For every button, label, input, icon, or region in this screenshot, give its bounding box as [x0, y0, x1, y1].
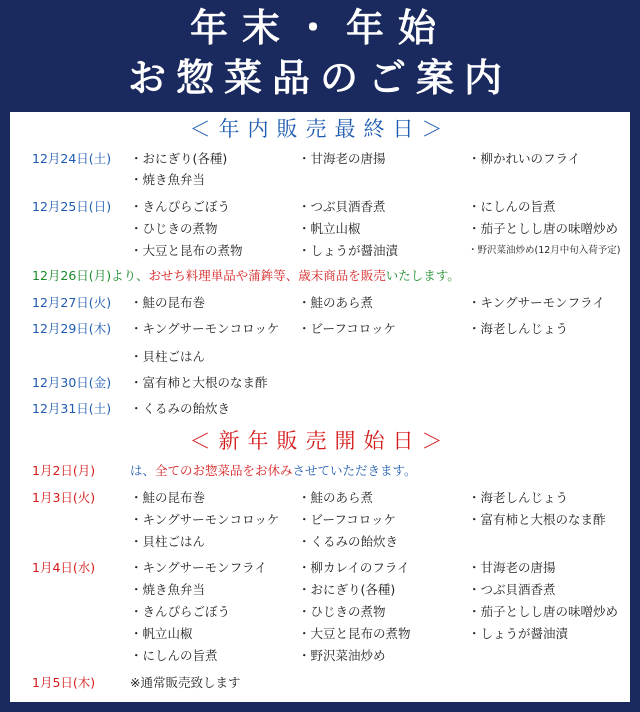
menu-item: ・にしんの旨煮 — [468, 199, 556, 214]
new-year-section-title: ＜新年販売開始日＞ — [189, 429, 451, 453]
date-label: 1月2日(月) — [32, 463, 96, 478]
menu-item: ・帆立山椒 — [130, 626, 193, 641]
menu-item: ・つぶ貝酒香煮 — [298, 199, 386, 214]
menu-item: ・ひじきの煮物 — [298, 604, 386, 619]
notice-line — [32, 267, 460, 285]
menu-item: ・くるみの飴炊き — [130, 401, 231, 416]
menu-item: ・焼き魚弁当 — [130, 172, 206, 187]
notice-highlight: おせち料理単品や蒲鉾等、歳末商品を販売 — [148, 268, 386, 283]
notice-note: ※通常販売致します — [130, 675, 241, 690]
menu-item: ・焼き魚弁当 — [130, 582, 206, 597]
date-label: 1月3日(火) — [32, 490, 96, 505]
menu-item: ・柳かれいのフライ — [468, 151, 581, 166]
content-panel — [10, 112, 630, 702]
menu-item: ・鮭のあら煮 — [298, 295, 374, 310]
menu-item: ・キングサーモンコロッケ — [130, 321, 280, 336]
menu-item: ・しょうが醤油漬 — [468, 626, 569, 641]
menu-item: ・つぶ貝酒香煮 — [468, 582, 556, 597]
menu-item: ・鮭のあら煮 — [298, 490, 374, 505]
menu-item: ・しょうが醤油漬 — [298, 243, 399, 258]
menu-item: ・貝柱ごはん — [130, 349, 206, 364]
menu-item: ・海老しんじょう — [468, 490, 569, 505]
menu-item: ・にしんの旨煮 — [130, 648, 218, 663]
menu-item: ・鮭の昆布巻 — [130, 295, 206, 310]
date-label: 12月27日(火) — [32, 295, 112, 310]
menu-item: ・富有柿と大根のなま酢 — [130, 375, 268, 390]
menu-item: ・大豆と昆布の煮物 — [130, 243, 243, 258]
menu-item: ・ビーフコロッケ — [298, 512, 397, 527]
menu-item: ・帆立山椒 — [298, 221, 361, 236]
menu-item: ・おにぎり(各種) — [130, 151, 228, 166]
menu-item: ・おにぎり(各種) — [298, 582, 396, 597]
menu-item: ・海老しんじょう — [468, 321, 569, 336]
menu-item: ・茄子としし唐の味噌炒め — [468, 221, 619, 236]
menu-item: ・ひじきの煮物 — [130, 221, 218, 236]
menu-item: ・鮭の昆布巻 — [130, 490, 206, 505]
menu-item: ・きんぴらごぼう — [130, 604, 231, 619]
menu-item: ・ビーフコロッケ — [298, 321, 397, 336]
menu-item: ・貝柱ごはん — [130, 534, 206, 549]
date-label: 12月30日(金) — [32, 375, 112, 390]
menu-item: ・くるみの飴炊き — [298, 534, 399, 549]
date-label: 12月26日(月) — [32, 268, 112, 283]
date-label: 12月31日(土) — [32, 401, 112, 416]
date-label: 1月5日(木) — [32, 675, 96, 690]
menu-item: ・野沢菜油炒め — [298, 648, 386, 663]
notice-line — [130, 462, 417, 480]
date-label: 12月29日(木) — [32, 321, 112, 336]
date-label: 12月25日(日) — [32, 199, 112, 214]
menu-item: ・キングサーモンフライ — [130, 560, 267, 575]
notice-highlight: 全てのお惣菜品をお休み — [155, 463, 293, 478]
notice-pre: より、 — [111, 268, 149, 283]
menu-item: ・茄子としし唐の味噌炒め — [468, 604, 619, 619]
menu-item: ・キングサーモンフライ — [468, 295, 605, 310]
date-label: 12月24日(土) — [32, 151, 112, 166]
menu-item: ・大豆と昆布の煮物 — [298, 626, 411, 641]
menu-item: ・キングサーモンコロッケ — [130, 512, 280, 527]
notice-pre: は、 — [130, 463, 156, 478]
menu-item: ・甘海老の唐揚 — [468, 560, 556, 575]
notice-post: させていただきます。 — [292, 463, 417, 478]
notice-post: いたします。 — [385, 268, 460, 283]
date-label: 1月4日(水) — [32, 560, 96, 575]
menu-item: ・きんぴらごぼう — [130, 199, 231, 214]
header-title-line1: 年末・年始 — [189, 6, 450, 50]
menu-item: ・甘海老の唐揚 — [298, 151, 386, 166]
menu-item: ・富有柿と大根のなま酢 — [468, 512, 606, 527]
menu-item: ・柳カレイのフライ — [298, 560, 410, 575]
year-end-section-title: ＜年内販売最終日＞ — [189, 117, 451, 141]
menu-item: ・野沢菜油炒め(12月中旬入荷予定) — [468, 245, 621, 256]
header-title-line2: お惣菜品のご案内 — [127, 56, 512, 100]
